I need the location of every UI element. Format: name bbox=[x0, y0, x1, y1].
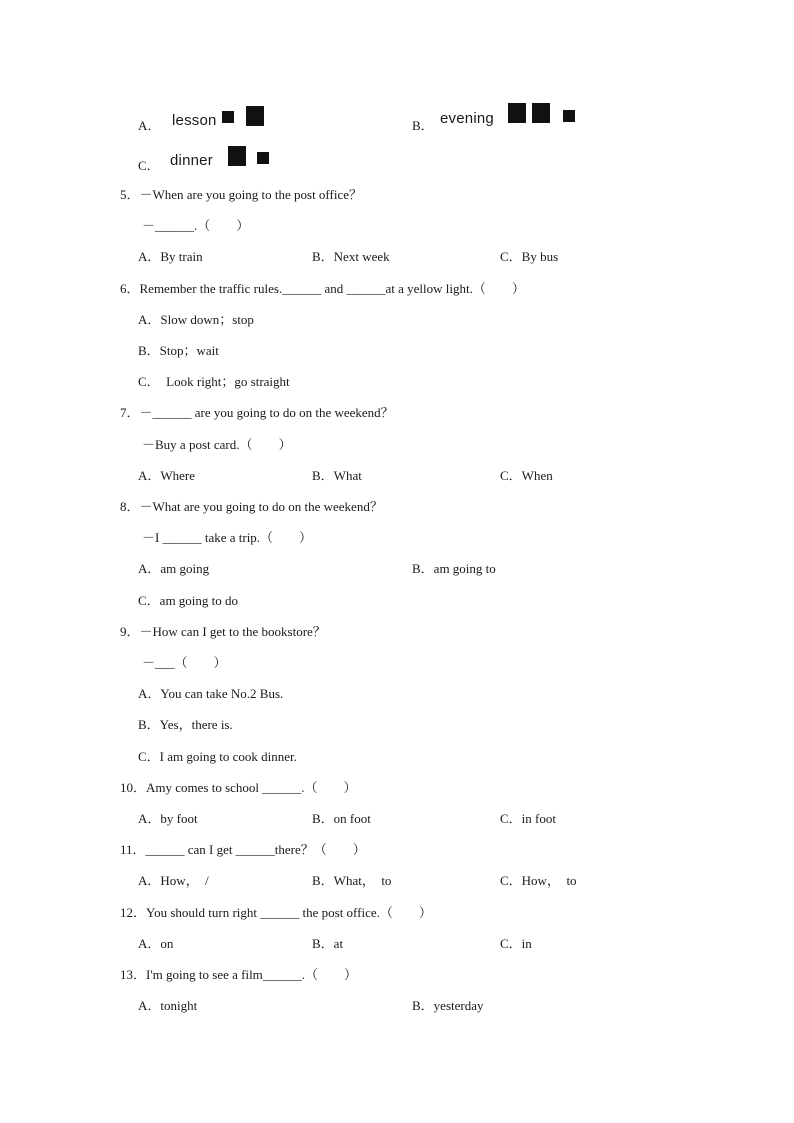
question-12-option-a: A．on bbox=[138, 936, 174, 951]
question-5-answer-line: －______.（ ） bbox=[142, 218, 250, 233]
phonetic-mark-icon bbox=[222, 111, 234, 123]
q4-option-b-word: evening bbox=[440, 110, 494, 127]
question-7-option-c: C．When bbox=[500, 468, 553, 483]
phonetic-mark-icon bbox=[257, 152, 269, 164]
question-5-option-a: A．By train bbox=[138, 249, 203, 264]
question-6-option-a: A．Slow down；stop bbox=[138, 312, 254, 327]
question-8-option-c: C．am going to do bbox=[138, 593, 239, 608]
question-13-option-a: A．tonight bbox=[138, 998, 198, 1013]
question-11-option-c: C．How， to bbox=[500, 873, 577, 888]
question-9-option-a: A．You can take No.2 Bus. bbox=[138, 686, 284, 701]
phonetic-mark-icon bbox=[228, 146, 246, 166]
question-10-option-a: A．by foot bbox=[138, 811, 198, 826]
question-11-option-b: B．What， to bbox=[312, 873, 392, 888]
question-12-option-b: B．at bbox=[312, 936, 344, 951]
question-7-stem: 7．－______ are you going to do on the weekend？ bbox=[120, 405, 394, 420]
question-8-answer-line: －I ______ take a trip.（ ） bbox=[142, 530, 313, 545]
q4-option-c-letter: C． bbox=[138, 158, 160, 173]
question-9-option-c: C．I am going to cook dinner. bbox=[138, 749, 297, 764]
q4-option-c-word: dinner bbox=[170, 152, 213, 169]
question-11-option-a: A．How， / bbox=[138, 873, 209, 888]
question-6-option-c: C． Look right；go straight bbox=[138, 374, 290, 389]
question-12-stem: 12．You should turn right ______ the post office.（ ） bbox=[120, 905, 432, 920]
phonetic-mark-icon bbox=[532, 103, 550, 123]
question-7-option-b: B．What bbox=[312, 468, 362, 483]
question-13-option-b: B．yesterday bbox=[412, 998, 484, 1013]
phonetic-mark-icon bbox=[508, 103, 526, 123]
question-9-stem: 9．－How can I get to the bookstore？ bbox=[120, 624, 326, 639]
phonetic-mark-icon bbox=[563, 110, 575, 122]
question-10-stem: 10．Amy comes to school ______.（ ） bbox=[120, 780, 357, 795]
question-7-answer-line: －Buy a post card.（ ） bbox=[142, 437, 292, 452]
question-13-stem: 13．I'm going to see a film______.（ ） bbox=[120, 967, 358, 982]
question-9-answer-line: －___（ ） bbox=[142, 655, 227, 670]
question-5-option-b: B．Next week bbox=[312, 249, 390, 264]
question-8-option-b: B．am going to bbox=[412, 561, 496, 576]
question-6-option-b: B．Stop；wait bbox=[138, 343, 219, 358]
question-5-stem: 5．－When are you going to the post office？ bbox=[120, 187, 363, 202]
phonetic-mark-icon bbox=[246, 106, 264, 126]
q4-option-a-letter: A． bbox=[138, 118, 161, 133]
question-9-option-b: B．Yes，there is. bbox=[138, 717, 233, 732]
question-5-option-c: C．By bus bbox=[500, 249, 559, 264]
q4-option-a-word: lesson bbox=[172, 112, 217, 129]
question-11-stem: 11．______ can I get ______there？（ ） bbox=[120, 842, 366, 857]
question-10-option-c: C．in foot bbox=[500, 811, 556, 826]
question-8-option-a: A．am going bbox=[138, 561, 210, 576]
question-6-stem: 6．Remember the traffic rules.______ and ______at a yellow light.（ ） bbox=[120, 281, 525, 296]
question-7-option-a: A．Where bbox=[138, 468, 196, 483]
question-10-option-b: B．on foot bbox=[312, 811, 371, 826]
q4-option-b-letter: B． bbox=[412, 118, 434, 133]
question-8-stem: 8．－What are you going to do on the weekend？ bbox=[120, 499, 383, 514]
question-12-option-c: C．in bbox=[500, 936, 532, 951]
